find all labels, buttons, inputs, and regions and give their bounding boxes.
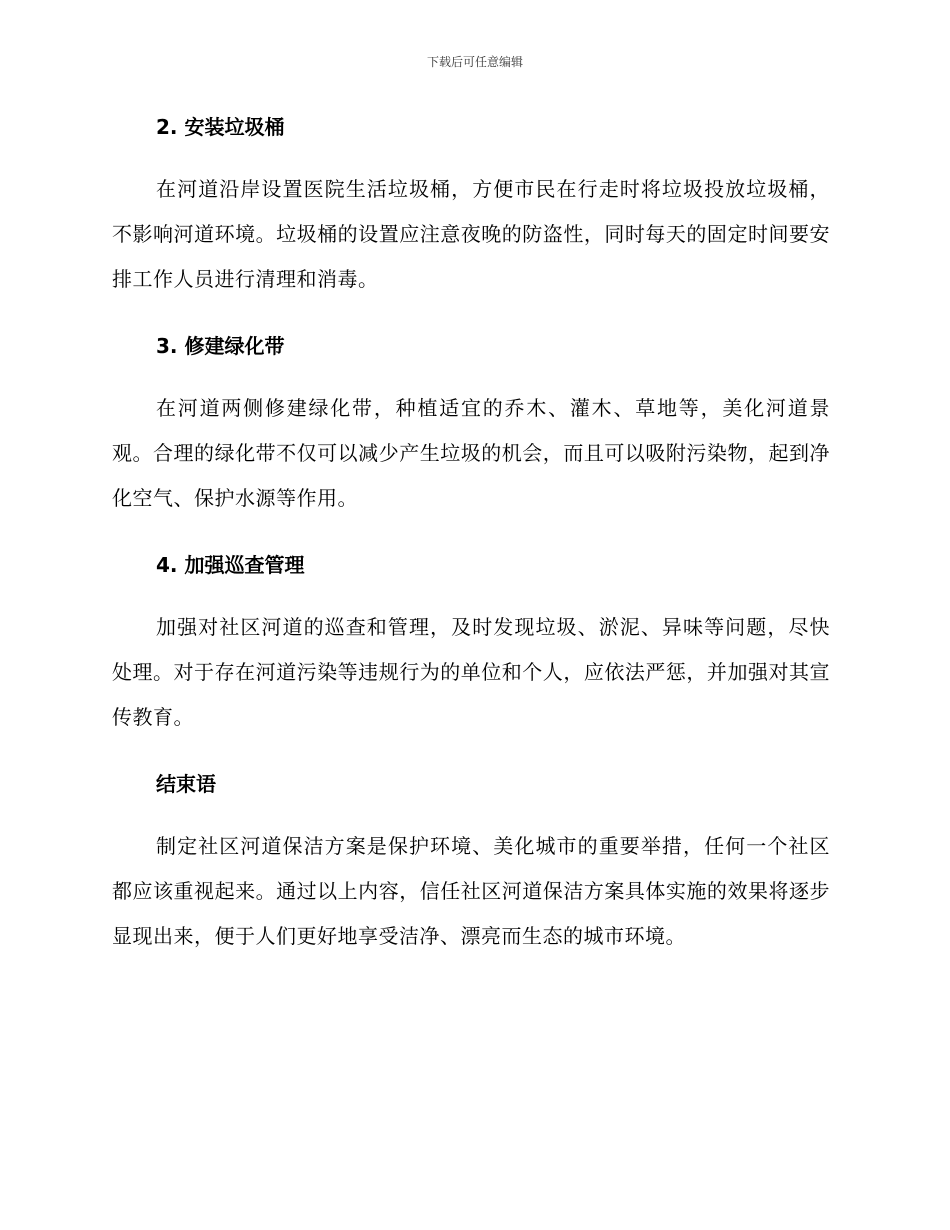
section-paragraph-conclusion: 制定社区河道保洁方案是保护环境、美化城市的重要举措，任何一个社区都应该重视起来。通过以上内容，信任社区河道保洁方案具体实施的效果将逐步显现出来，便于人们更好地享受洁净、漂亮而生态的城市环境。: [112, 834, 830, 948]
page-header: 下载后可任意编辑: [426, 55, 523, 69]
section-heading-install-bins: 2. 安装垃圾桶: [156, 115, 285, 139]
document-body: [112, 112, 830, 959]
section-heading-green-belt: 3. 修建绿化带: [156, 334, 285, 358]
section-paragraph-green-belt: 在河道两侧修建绿化带，种植适宜的乔木、灌木、草地等，美化河道景观。合理的绿化带不仅可以减少产生垃圾的机会，而且可以吸附污染物，起到净化空气、保护水源等作用。: [112, 396, 830, 510]
section-heading-patrol-management: 4. 加强巡查管理: [156, 553, 305, 577]
section-paragraph-patrol-management: 加强对社区河道的巡查和管理，及时发现垃圾、淤泥、异味等问题，尽快处理。对于存在河道污染等违规行为的单位和个人，应依法严惩，并加强对其宣传教育。: [112, 615, 830, 729]
section-heading-conclusion: 结束语: [156, 772, 216, 796]
section-paragraph-install-bins: 在河道沿岸设置医院生活垃圾桶，方便市民在行走时将垃圾投放垃圾桶，不影响河道环境。垃圾桶的设置应注意夜晚的防盗性，同时每天的固定时间要安排工作人员进行清理和消毒。: [112, 177, 830, 291]
